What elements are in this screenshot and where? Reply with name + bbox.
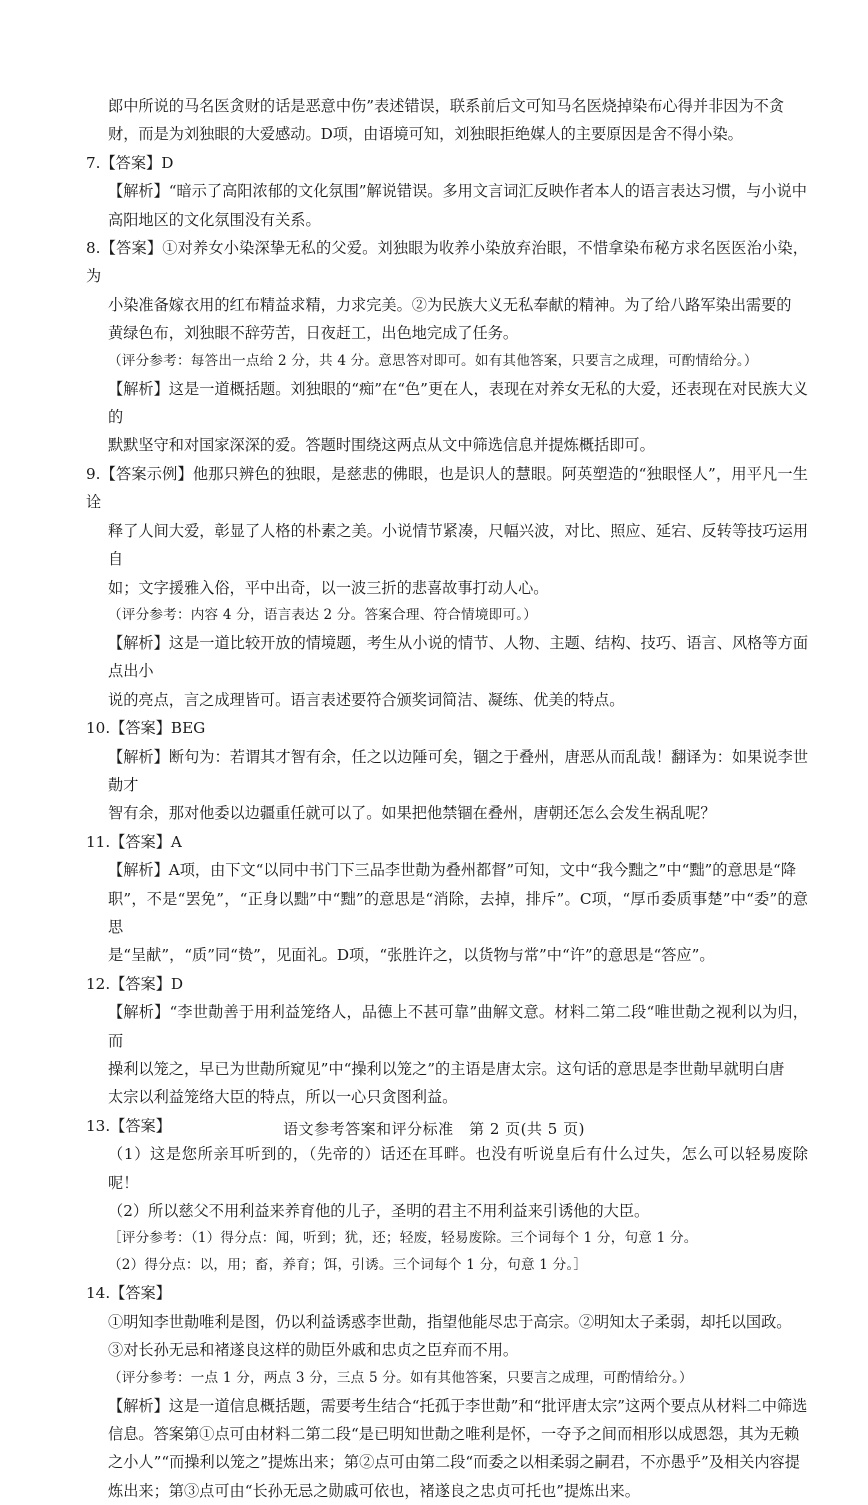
text-line: 郎中所说的马名医贪财的话是恶意中伤”表述错误，联系前后文可知马名医烧掉染布心得并非因为不贪 xyxy=(108,97,785,115)
text-line: ③对长孙无忌和褚遂良这样的勋臣外戚和忠贞之臣弃而不用。 xyxy=(108,1341,519,1360)
text-line: 智有余，那对他委以边疆重任就可以了。如果把他禁锢在叠州，唐朝还怎么会发生祸乱呢？ xyxy=(108,804,716,823)
text-line: 7.【答案】D xyxy=(86,153,174,172)
text-line: 11.【答案】A xyxy=(86,832,182,851)
text-line: 9.【答案示例】他那只辨色的独眼，是慈悲的佛眼，也是识人的慧眼。阿英塑造的“独眼怪人”，用平凡一生诠 xyxy=(86,464,808,512)
text-line: 【解析】这是一道信息概括题，需要考生结合“托孤于李世勣”和“批评唐太宗”这两个要点从材料二中筛选 xyxy=(108,1396,808,1415)
page-footer: 语文参考答案和评分标准 第 2 页(共 5 页) xyxy=(283,1120,585,1138)
text-line: 【解析】断句为：若谓其才智有余，任之以边陲可矣，锢之于叠州，唐恶从而乱哉！翻译为：如果说李世勣才 xyxy=(108,747,808,794)
text-line: （评分参考：每答出一点给 2 分，共 4 分。意思答对即可。如有其他答案，只要言之成理，可酌情给分。） xyxy=(108,352,758,369)
text-line: 默默坚守和对国家深深的爱。答题时围绕这两点从文中筛选信息并提炼概括即可。 xyxy=(108,436,655,455)
text-line: 8.【答案】①对养女小染深挚无私的父爱。刘独眼为收养小染放弃治眼，不惜拿染布秘方求名医医治小染，为 xyxy=(86,239,808,286)
text-line: （2）得分点：以，用；畜，养育；饵，引诱。三个词每个 1 分，句意 1 分。］ xyxy=(108,1257,588,1274)
answer-key-body xyxy=(86,92,808,1505)
text-line: 说的亮点，言之成理皆可。语言表述要符合颁奖词简洁、凝练、优美的特点。 xyxy=(108,690,625,709)
text-line: 之小人”“而操利以笼之”提炼出来；第②点可由第二段“而委之以相柔弱之嗣君，不亦愚乎”及相关内容提 xyxy=(108,1453,800,1472)
text-line: （评分参考：内容 4 分，语言表达 2 分。答案合理、符合情境即可。） xyxy=(108,606,537,623)
text-line: 财，而是为刘独眼的大爱感动。D项，由语境可知，刘独眼拒绝媒人的主要原因是舍不得小染。 xyxy=(108,125,743,144)
text-line: 太宗以利益笼络大臣的特点，所以一心只贪图利益。 xyxy=(108,1088,458,1107)
text-line: ①明知李世勣唯利是图，仍以利益诱惑李世勣，指望他能尽忠于高宗。②明知太子柔弱，却托以国政。 xyxy=(108,1312,792,1331)
text-line: ［评分参考：（1）得分点：闻，听到；犹，还；轻废，轻易废除。三个词每个 1 分，句意 1 分。 xyxy=(108,1230,698,1247)
text-line: 炼出来；第③点可由“长孙无忌之勋戚可依也，褚遂良之忠贞可托也”提炼出来。 xyxy=(108,1481,640,1500)
text-line: 14.【答案】 xyxy=(86,1284,171,1303)
text-line: 【解析】这是一道比较开放的情境题，考生从小说的情节、人物、主题、结构、技巧、语言、风格等方面点出小 xyxy=(108,633,808,681)
text-line: 【解析】A项，由下文“以同中书门下三品李世勣为叠州都督”可知，文中“我今黜之”中“黜”的意思是“降 xyxy=(108,861,797,880)
text-line: 如；文字援雅入俗，平中出奇，以一波三折的悲喜故事打动人心。 xyxy=(108,578,549,597)
text-line: 小染准备嫁衣用的红布精益求精，力求完美。②为民族大义无私奉献的精神。为了给八路军染出需要的 xyxy=(108,295,792,314)
text-line: 13.【答案】 xyxy=(86,1116,171,1135)
text-line: 信息。答案第①点可由材料二第二段“是已明知世勣之唯利是怀，一夺予之间而相形以成恩怨，其为无赖 xyxy=(108,1425,800,1444)
text-line: （2）所以慈父不用利益来养育他的儿子，圣明的君主不用利益来引诱他的大臣。 xyxy=(108,1202,650,1221)
text-line: 【解析】这是一道概括题。刘独眼的“痴”在“色”更在人，表现在对养女无私的大爱，还表现在对民族大义的 xyxy=(108,379,808,427)
text-line: （评分参考：一点 1 分，两点 3 分，三点 5 分。如有其他答案，只要言之成理，可酌情给分。） xyxy=(108,1369,693,1386)
text-line: 【解析】“暗示了高阳浓郁的文化氛围”解说错误。多用文言词汇反映作者本人的语言表达习惯，与小说中 xyxy=(108,182,807,201)
text-line: 12.【答案】D xyxy=(86,974,184,993)
text-line: 【解析】“李世勣善于用利益笼络人，品德上不甚可靠”曲解文意。材料二第二段“唯世勣之视利以为归，而 xyxy=(108,1003,808,1050)
text-line: 操利以笼之，早已为世勣所窥见”中“操利以笼之”的主语是唐太宗。这句话的意思是李世勣早就明白唐 xyxy=(108,1060,785,1078)
text-line: 黄绿色布，刘独眼不辞劳苦，日夜赶工，出色地完成了任务。 xyxy=(108,324,519,343)
text-line: 高阳地区的文化氛围没有关系。 xyxy=(108,210,321,229)
text-line: 是“呈献”，“质”同“贽”，见面礼。D项，“张胜许之，以货物与常”中“许”的意思是“答应”。 xyxy=(108,946,715,965)
text-line: 释了人间大爱，彰显了人格的朴素之美。小说情节紧凑，尺幅兴波，对比、照应、延宕、反转等技巧运用自 xyxy=(108,521,808,569)
text-line: 职”，不是“罢免”，“正身以黜”中“黜”的意思是“消除，去掉，排斥”。C项，“厚币委质事楚”中“委”的意思 xyxy=(108,889,808,936)
text-line: （1）这是您所亲耳听到的，（先帝的）话还在耳畔。也没有听说皇后有什么过失，怎么可以轻易废除呢！ xyxy=(108,1145,808,1192)
text-line: 10.【答案】BEG xyxy=(86,719,206,738)
